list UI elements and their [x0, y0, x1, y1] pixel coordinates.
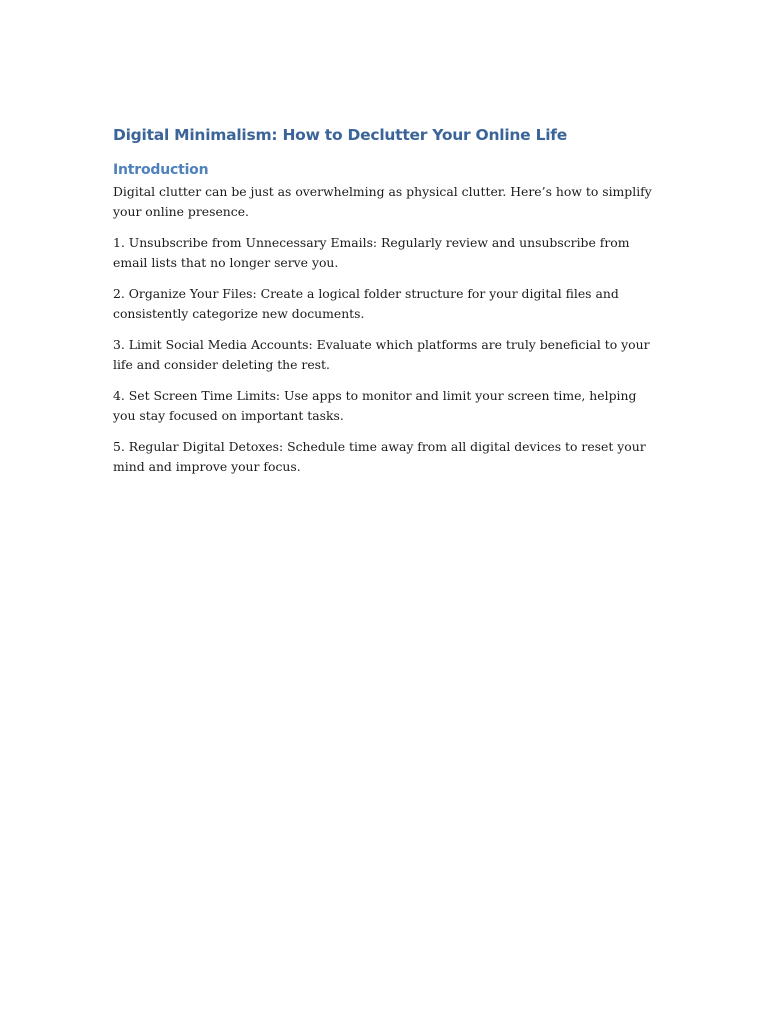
- tip-paragraph: 4. Set Screen Time Limits: Use apps to monitor and limit your screen time, helping you stay focused on important tasks.: [113, 388, 637, 423]
- intro-paragraph: Digital clutter can be just as overwhelming as physical clutter. Here’s how to simplify your online presence.: [113, 184, 652, 219]
- section-heading-introduction: Introduction: [113, 162, 209, 178]
- tip-paragraph: 5. Regular Digital Detoxes: Schedule time away from all digital devices to reset your mind and improve your focus.: [113, 439, 646, 474]
- tip-paragraph: 3. Limit Social Media Accounts: Evaluate which platforms are truly beneficial to your life and consider deleting the rest.: [113, 337, 650, 372]
- tip-paragraph: 1. Unsubscribe from Unnecessary Emails: Regularly review and unsubscribe from email lists that no longer serve you.: [113, 235, 630, 270]
- tip-paragraph: 2. Organize Your Files: Create a logical folder structure for your digital files and consistently categorize new documents.: [113, 286, 619, 321]
- document-body: [113, 124, 658, 476]
- document-title: Digital Minimalism: How to Declutter Your Online Life: [113, 126, 568, 144]
